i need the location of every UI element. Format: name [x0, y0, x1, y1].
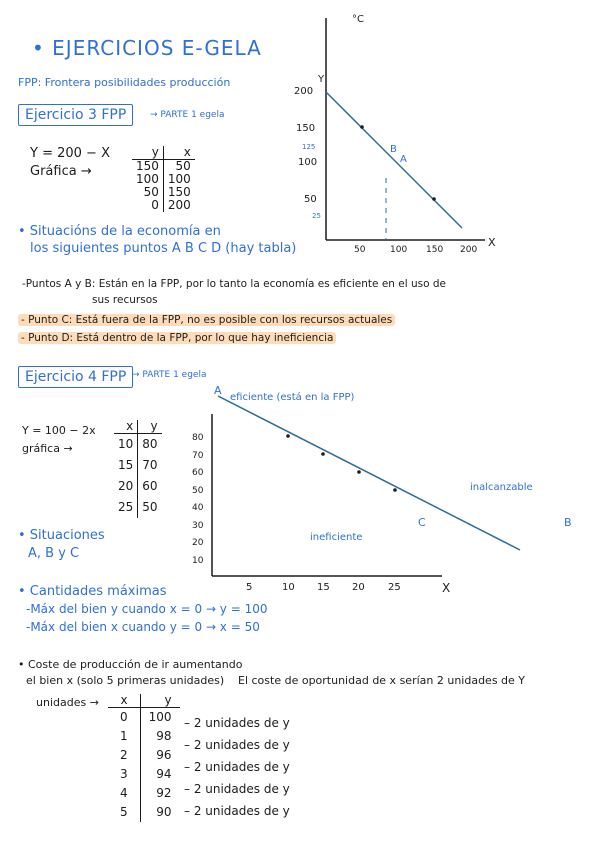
ex4-situations-2: A, B y C: [28, 546, 80, 561]
ex4-point-a: A: [214, 386, 222, 397]
ex3-equation: Y = 200 − X: [30, 146, 110, 161]
ex3-title: Ejercicio 3 FPP: [25, 107, 127, 123]
ex3-table: [132, 146, 195, 212]
ex4-x-tick: 20: [352, 582, 365, 593]
cantidades-y: -Máx del bien y cuando x = 0 → y = 100: [26, 602, 268, 616]
ex3-table-header-x: x: [163, 146, 194, 160]
ex3-fpp-line: [326, 92, 462, 228]
ex4-y-tick: 20: [192, 538, 204, 548]
table-row: 150 50: [132, 160, 195, 174]
ex3-tag: [150, 110, 224, 120]
ex4-y-tick: 60: [192, 468, 204, 478]
table-row: 100 100: [132, 173, 195, 186]
table-row: 5 90: [108, 803, 180, 822]
ex4-x-tick: 15: [317, 582, 330, 593]
table-row: 50 150: [132, 186, 195, 199]
ex4-x-tick: 5: [246, 582, 253, 593]
table-row: 15 70: [114, 455, 162, 476]
ex4-eficiente-label: eficiente (está en la FPP): [230, 392, 355, 403]
ex3-y-axis-label: Y: [318, 74, 325, 85]
table-row: 4 92: [108, 784, 180, 803]
ex3-y-tick: 200: [294, 86, 314, 97]
ex4-point: [321, 452, 325, 456]
coste-oportunidad: El coste de oportunidad de x serían 2 unidades de Y: [238, 674, 526, 687]
ex4-situations-1: • Situaciones: [18, 528, 105, 543]
ex4-y-tick: 30: [192, 521, 204, 531]
brace-label: – 2 unidades de y: [184, 804, 290, 818]
note-d: - Punto D: Está dentro de la FPP, por lo que hay ineficiencia: [18, 332, 336, 344]
note-c: - Punto C: Está fuera de la FPP, no es posible con los recursos actuales: [18, 314, 395, 326]
ex4-grafica: gráfica →: [22, 442, 73, 455]
ex3-grafica: [30, 164, 92, 179]
ex3-point-b: B: [390, 144, 397, 155]
cost-table-header-y: y: [140, 694, 179, 708]
ex4-point: [357, 470, 361, 474]
ex3-x-tick: 100: [390, 245, 408, 255]
ex4-table-header-x: x: [114, 420, 138, 434]
brace-label: – 2 unidades de y: [184, 760, 290, 774]
ex4-tag-label: PARTE 1 egela: [142, 370, 207, 380]
ex3-situations-2: los siguientes puntos A B C D (hay tabla): [30, 241, 297, 256]
ex3-x-tick: 200: [460, 245, 478, 255]
ex4-ineficiente-label: ineficiente: [310, 532, 363, 543]
ex4-table: [114, 420, 162, 518]
brace-label: – 2 unidades de y: [184, 738, 290, 752]
ex4-y-tick: 80: [192, 433, 204, 443]
ex4-fpp-line: [218, 396, 520, 550]
cantidades-x: -Máx del bien x cuando y = 0 → x = 50: [26, 620, 260, 634]
ex4-point-b: B: [564, 516, 572, 529]
note-ab-cont: sus recursos: [92, 294, 158, 306]
ex3-y-tick: 25: [312, 212, 321, 220]
ex4-x-tick: 25: [388, 582, 401, 593]
brace-label: – 2 unidades de y: [184, 782, 290, 796]
page-title: • EJERCICIOS E-GELA: [32, 36, 262, 60]
ex4-title-box: [18, 366, 133, 388]
ex4-title: Ejercicio 4 FPP: [25, 369, 127, 385]
ex3-table-header-y: y: [132, 146, 163, 160]
cost-table: [108, 694, 180, 822]
ex4-y-tick: 50: [192, 486, 204, 496]
ex4-x-tick: 10: [282, 582, 295, 593]
cost-table-header-x: x: [108, 694, 140, 708]
cantidades-title: • Cantidades máximas: [18, 584, 167, 599]
ex4-equation: Y = 100 − 2x: [22, 424, 96, 437]
table-row: 1 98: [108, 727, 180, 746]
ex3-situations-1: • Situacións de la economía en: [18, 224, 221, 239]
ex3-point-a: A: [400, 154, 407, 165]
brace-label: – 2 unidades de y: [184, 716, 290, 730]
ex4-point: [393, 488, 397, 492]
ex3-y-tick: 150: [296, 123, 316, 134]
note-ab: -Puntos A y B: Están en la FPP, por lo tanto la economía es eficiente en el uso de: [22, 278, 447, 290]
ex3-x-tick: 50: [354, 245, 366, 255]
ex4-y-tick: 70: [192, 451, 204, 461]
ex4-y-tick: 10: [192, 556, 204, 566]
table-row: 20 60: [114, 476, 162, 497]
arrow-right-icon: →: [150, 110, 158, 120]
ex3-grafica-label: Gráfica: [30, 164, 77, 179]
table-row: 0 200: [132, 199, 195, 212]
unidades-label: unidades →: [36, 696, 99, 709]
ex4-table-header-y: y: [138, 420, 162, 434]
table-row: 0 100: [108, 708, 180, 728]
coste-line-1: • Coste de producción de ir aumentando: [18, 658, 243, 671]
ex4-tag: [132, 370, 206, 380]
table-row: 2 96: [108, 746, 180, 765]
ex3-title-box: [18, 104, 133, 126]
arrow-right-icon: →: [132, 370, 140, 380]
ex3-point: [432, 197, 436, 201]
table-row: 10 80: [114, 434, 162, 456]
ex3-unit: °C: [352, 14, 364, 25]
ex4-graph: [190, 386, 590, 596]
ex3-point: [360, 125, 364, 129]
fpp-definition: FPP: Frontera posibilidades producción: [18, 76, 231, 89]
ex3-x-axis-label: X: [488, 236, 496, 249]
ex3-x-tick: 150: [426, 245, 444, 255]
ex4-x-axis-label: X: [442, 581, 451, 595]
coste-line-2: el bien x (solo 5 primeras unidades): [26, 674, 225, 687]
table-row: 25 50: [114, 497, 162, 518]
ex4-point-c: C: [418, 516, 426, 529]
table-row: 3 94: [108, 765, 180, 784]
ex4-inalcanzable-label: inalcanzable: [470, 482, 533, 493]
ex3-y-tick: 50: [304, 194, 317, 205]
arrow-right-icon: →: [80, 164, 92, 179]
ex3-y-tick: 100: [298, 157, 318, 168]
ex3-graph: [290, 10, 510, 255]
ex4-y-tick: 40: [192, 503, 204, 513]
ex4-point: [286, 434, 290, 438]
ex3-y-tick: 125: [302, 143, 316, 151]
ex3-tag-label: PARTE 1 egela: [160, 110, 225, 120]
